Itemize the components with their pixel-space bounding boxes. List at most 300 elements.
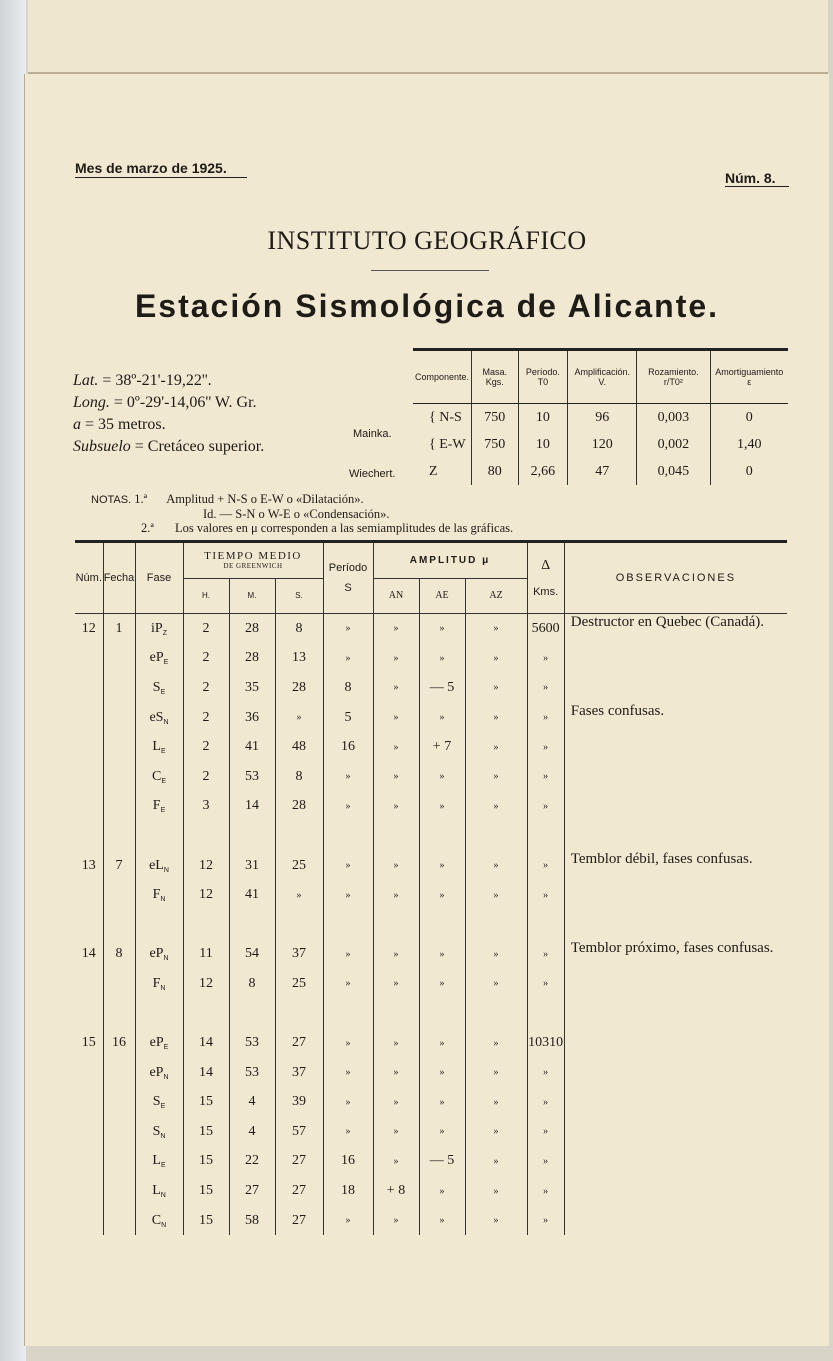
time-second: 39 bbox=[275, 1088, 323, 1118]
time-hour: 2 bbox=[183, 614, 229, 644]
phase-cell bbox=[135, 1147, 183, 1177]
instrument-cell: 47 bbox=[568, 458, 637, 485]
amp-z: » bbox=[465, 1147, 527, 1177]
phase-label: S bbox=[152, 679, 161, 695]
col-tiempo bbox=[183, 542, 323, 579]
spacer-cell bbox=[465, 821, 527, 851]
time-second: 25 bbox=[275, 969, 323, 999]
greenwich-label: DE GREENWICH bbox=[223, 562, 283, 571]
instrument-cell: { E-W bbox=[429, 436, 466, 452]
table-row bbox=[75, 969, 787, 999]
amp-e: » bbox=[419, 1088, 465, 1118]
time-minute: 31 bbox=[229, 851, 275, 881]
spacer-cell bbox=[229, 910, 275, 940]
time-hour: 2 bbox=[183, 703, 229, 733]
time-second: 48 bbox=[275, 732, 323, 762]
instrument-row bbox=[413, 458, 788, 485]
time-minute: 14 bbox=[229, 792, 275, 822]
event-number bbox=[75, 969, 103, 999]
amp-n: » bbox=[373, 1058, 419, 1088]
time-second: » bbox=[275, 880, 323, 910]
time-minute: 22 bbox=[229, 1147, 275, 1177]
time-second: 37 bbox=[275, 1058, 323, 1088]
time-hour: 15 bbox=[183, 1206, 229, 1236]
phase-label: eP bbox=[149, 1035, 164, 1051]
table-row bbox=[75, 762, 787, 792]
note-1b: Id. — S-N o W-E o «Condensación». bbox=[203, 507, 390, 521]
event-date bbox=[103, 1117, 135, 1147]
event-date bbox=[103, 1147, 135, 1177]
phase-subscript: N bbox=[161, 1221, 167, 1229]
event-date bbox=[103, 1058, 135, 1088]
observation-cell bbox=[564, 1028, 787, 1058]
table-row bbox=[75, 851, 787, 881]
time-minute: 41 bbox=[229, 732, 275, 762]
instrument-cell: 120 bbox=[568, 431, 637, 458]
amp-e: » bbox=[419, 1206, 465, 1236]
amp-e: » bbox=[419, 762, 465, 792]
amp-z: » bbox=[465, 940, 527, 970]
phase-cell bbox=[135, 1117, 183, 1147]
amp-e: » bbox=[419, 940, 465, 970]
inst-header: Masa. Kgs. bbox=[472, 350, 519, 404]
distance: » bbox=[527, 1117, 564, 1147]
time-hour: 12 bbox=[183, 880, 229, 910]
phase-cell bbox=[135, 969, 183, 999]
time-minute: 28 bbox=[229, 614, 275, 644]
phase-subscript: E bbox=[160, 688, 166, 696]
spacer-cell bbox=[183, 999, 229, 1029]
time-second: 27 bbox=[275, 1147, 323, 1177]
distance: » bbox=[527, 1206, 564, 1236]
instrument-cell: 0 bbox=[710, 458, 788, 485]
period: 5 bbox=[323, 703, 373, 733]
col-an: AN bbox=[373, 578, 419, 614]
periodo-label: Período bbox=[328, 562, 368, 574]
amp-e: » bbox=[419, 1117, 465, 1147]
event-date bbox=[103, 1206, 135, 1236]
observation-cell bbox=[564, 673, 787, 703]
event-date bbox=[103, 644, 135, 674]
previous-page-edge bbox=[28, 0, 828, 74]
event-number bbox=[75, 1117, 103, 1147]
phase-cell bbox=[135, 1088, 183, 1118]
time-minute: 4 bbox=[229, 1117, 275, 1147]
event-number bbox=[75, 644, 103, 674]
note-1a: Amplitud + N-S o E-W o «Dilatación». bbox=[166, 492, 364, 506]
phase-label: C bbox=[151, 1212, 162, 1228]
event-number: 14 bbox=[81, 946, 96, 962]
col-fecha: Fecha bbox=[103, 542, 135, 614]
event-number bbox=[75, 673, 103, 703]
phase-label: S bbox=[152, 1094, 161, 1110]
spacer-cell bbox=[229, 999, 275, 1029]
table-row bbox=[75, 732, 787, 762]
amp-z: » bbox=[465, 969, 527, 999]
time-hour: 3 bbox=[183, 792, 229, 822]
amp-e: » bbox=[419, 1058, 465, 1088]
time-minute: 4 bbox=[229, 1088, 275, 1118]
event-number bbox=[75, 1176, 103, 1206]
time-minute: 41 bbox=[229, 880, 275, 910]
amp-z: » bbox=[465, 673, 527, 703]
distance: » bbox=[527, 1088, 564, 1118]
spacer-cell bbox=[183, 821, 229, 851]
amp-n: » bbox=[373, 1147, 419, 1177]
phase-label: C bbox=[151, 768, 162, 784]
phase-cell bbox=[135, 880, 183, 910]
note-2: Los valores en μ corresponden a las semiamplitudes de las gráficas. bbox=[174, 521, 514, 535]
period: 16 bbox=[323, 732, 373, 762]
amp-z: » bbox=[465, 792, 527, 822]
phase-cell bbox=[135, 762, 183, 792]
spacer-cell bbox=[419, 910, 465, 940]
periodo-unit: S bbox=[344, 582, 352, 594]
instrument-cell: Z bbox=[429, 463, 438, 479]
station-title: Estación Sismológica de Alicante. bbox=[134, 288, 720, 324]
amp-n: » bbox=[373, 880, 419, 910]
table-row bbox=[75, 614, 787, 644]
spacer-row bbox=[75, 821, 787, 851]
spacer-cell bbox=[135, 910, 183, 940]
col-delta bbox=[527, 542, 564, 614]
amp-z: » bbox=[465, 762, 527, 792]
amp-e: + 7 bbox=[419, 732, 465, 762]
observation-cell bbox=[564, 1088, 787, 1118]
phase-cell bbox=[135, 1176, 183, 1206]
amp-n: » bbox=[373, 1117, 419, 1147]
event-date bbox=[103, 703, 135, 733]
spacer-cell bbox=[465, 910, 527, 940]
phase-subscript: E bbox=[160, 807, 166, 815]
inst-header: Amortiguamiento ε bbox=[710, 350, 788, 404]
event-date: 8 bbox=[103, 940, 135, 970]
spacer-cell bbox=[373, 910, 419, 940]
amp-z: » bbox=[465, 644, 527, 674]
table-row bbox=[75, 1058, 787, 1088]
amp-n: » bbox=[373, 762, 419, 792]
time-hour: 15 bbox=[183, 1117, 229, 1147]
spacer-cell bbox=[527, 999, 564, 1029]
table-row bbox=[75, 1028, 787, 1058]
phase-subscript: N bbox=[160, 1132, 166, 1140]
distance: » bbox=[527, 969, 564, 999]
amp-e: » bbox=[419, 1176, 465, 1206]
event-number bbox=[75, 762, 103, 792]
distance: 10310 bbox=[527, 1028, 564, 1058]
time-hour: 2 bbox=[183, 673, 229, 703]
phase-label: L bbox=[152, 1183, 161, 1199]
amp-z: » bbox=[465, 851, 527, 881]
table-row bbox=[75, 644, 787, 674]
phase-label: eP bbox=[149, 946, 164, 962]
phase-subscript: E bbox=[160, 1103, 166, 1111]
period: » bbox=[323, 880, 373, 910]
spacer-cell bbox=[135, 821, 183, 851]
phase-label: F bbox=[152, 798, 161, 814]
spacer-cell bbox=[323, 910, 373, 940]
phase-label: F bbox=[152, 975, 161, 991]
table-row bbox=[75, 880, 787, 910]
time-hour: 12 bbox=[183, 851, 229, 881]
distance: 5600 bbox=[527, 614, 564, 644]
phase-subscript: N bbox=[163, 718, 169, 726]
phase-cell bbox=[135, 732, 183, 762]
spacer-cell bbox=[103, 821, 135, 851]
col-ae: AE bbox=[419, 578, 465, 614]
spacer-cell bbox=[419, 821, 465, 851]
phase-cell bbox=[135, 851, 183, 881]
instrument-cell: 80 bbox=[472, 458, 519, 485]
period: » bbox=[323, 762, 373, 792]
phase-cell bbox=[135, 673, 183, 703]
time-second: 25 bbox=[275, 851, 323, 881]
phase-cell bbox=[135, 644, 183, 674]
amp-n: + 8 bbox=[373, 1176, 419, 1206]
distance: » bbox=[527, 762, 564, 792]
distance: » bbox=[527, 880, 564, 910]
event-number: 13 bbox=[81, 857, 96, 873]
seismic-records-table bbox=[75, 540, 787, 1235]
col-amplitud: AMPLITUD μ bbox=[373, 542, 527, 579]
table-row bbox=[75, 940, 787, 970]
time-hour: 15 bbox=[183, 1088, 229, 1118]
period: » bbox=[323, 969, 373, 999]
phase-cell bbox=[135, 703, 183, 733]
time-minute: 54 bbox=[229, 940, 275, 970]
period: 16 bbox=[323, 1147, 373, 1177]
time-second: » bbox=[275, 703, 323, 733]
phase-subscript: N bbox=[163, 866, 169, 874]
phase-subscript: E bbox=[161, 777, 166, 785]
period: » bbox=[323, 1088, 373, 1118]
phase-subscript: E bbox=[163, 1044, 169, 1052]
phase-subscript: E bbox=[160, 1162, 166, 1170]
spacer-cell bbox=[229, 821, 275, 851]
spacer-cell bbox=[135, 999, 183, 1029]
event-date bbox=[103, 880, 135, 910]
time-minute: 8 bbox=[229, 969, 275, 999]
event-date: 1 bbox=[103, 614, 135, 644]
observation-cell bbox=[564, 880, 787, 910]
observation-cell bbox=[564, 1117, 787, 1147]
book-spine bbox=[0, 0, 26, 1361]
spacer-cell bbox=[527, 821, 564, 851]
spacer-cell bbox=[373, 821, 419, 851]
observation-cell bbox=[564, 1206, 787, 1236]
amp-z: » bbox=[465, 1117, 527, 1147]
instrument-cell: 0 bbox=[710, 404, 788, 432]
col-observaciones: OBSERVACIONES bbox=[564, 542, 787, 614]
instrument-row bbox=[413, 431, 788, 458]
delta-label: Δ bbox=[541, 558, 551, 573]
distance: » bbox=[527, 644, 564, 674]
observation-cell: Destructor en Quebec (Canadá). bbox=[564, 614, 787, 644]
phase-label: L bbox=[152, 739, 161, 755]
period: » bbox=[323, 851, 373, 881]
period: » bbox=[323, 1117, 373, 1147]
distance: » bbox=[527, 792, 564, 822]
time-hour: 14 bbox=[183, 1028, 229, 1058]
phase-cell bbox=[135, 1058, 183, 1088]
event-number bbox=[75, 1058, 103, 1088]
instrument-cell: 10 bbox=[518, 404, 568, 432]
phase-subscript: E bbox=[160, 748, 166, 756]
inst-header: Período. T0 bbox=[518, 350, 568, 404]
time-second: 57 bbox=[275, 1117, 323, 1147]
spacer-cell bbox=[323, 821, 373, 851]
phase-subscript: N bbox=[160, 896, 166, 904]
time-second: 8 bbox=[275, 614, 323, 644]
amp-e: » bbox=[419, 1028, 465, 1058]
notes-label: NOTAS. bbox=[91, 494, 132, 506]
time-second: 27 bbox=[275, 1176, 323, 1206]
event-date: 7 bbox=[103, 851, 135, 881]
amp-n: » bbox=[373, 1206, 419, 1236]
time-hour: 14 bbox=[183, 1058, 229, 1088]
observation-cell bbox=[564, 792, 787, 822]
amp-e: » bbox=[419, 792, 465, 822]
event-number bbox=[75, 1206, 103, 1236]
spacer-cell bbox=[275, 999, 323, 1029]
amp-e: » bbox=[419, 644, 465, 674]
distance: » bbox=[527, 703, 564, 733]
amp-z: » bbox=[465, 703, 527, 733]
period: » bbox=[323, 1058, 373, 1088]
event-date bbox=[103, 969, 135, 999]
observation-cell: Fases confusas. bbox=[564, 703, 787, 733]
period: 8 bbox=[323, 673, 373, 703]
time-hour: 12 bbox=[183, 969, 229, 999]
phase-label: S bbox=[152, 1123, 161, 1139]
instrument-cell: 0,003 bbox=[637, 404, 710, 432]
col-fase: Fase bbox=[135, 542, 183, 614]
phase-cell bbox=[135, 1206, 183, 1236]
table-row bbox=[75, 1147, 787, 1177]
spacer-cell bbox=[103, 910, 135, 940]
distance: » bbox=[527, 1176, 564, 1206]
distance: » bbox=[527, 851, 564, 881]
period: » bbox=[323, 644, 373, 674]
time-hour: 2 bbox=[183, 732, 229, 762]
instrument-cell: 0,002 bbox=[637, 431, 710, 458]
period: 18 bbox=[323, 1176, 373, 1206]
spacer-row bbox=[75, 999, 787, 1029]
period: » bbox=[323, 940, 373, 970]
inst-header: Componente. bbox=[413, 350, 472, 404]
period: » bbox=[323, 614, 373, 644]
table-row bbox=[75, 703, 787, 733]
amp-n: » bbox=[373, 969, 419, 999]
amp-n: » bbox=[373, 792, 419, 822]
event-date: 16 bbox=[103, 1028, 135, 1058]
amp-z: » bbox=[465, 1088, 527, 1118]
amp-n: » bbox=[373, 614, 419, 644]
event-number bbox=[75, 880, 103, 910]
amp-n: » bbox=[373, 940, 419, 970]
time-hour: 15 bbox=[183, 1176, 229, 1206]
spacer-cell bbox=[527, 910, 564, 940]
instrument-cell: 96 bbox=[568, 404, 637, 432]
note-1-label: 1.ª bbox=[134, 492, 148, 506]
month-header: Mes de marzo de 1925. bbox=[75, 160, 247, 178]
document-page bbox=[24, 74, 829, 1346]
spacer-cell bbox=[275, 910, 323, 940]
col-m: M. bbox=[229, 578, 275, 614]
table-row bbox=[75, 1088, 787, 1118]
spacer-cell bbox=[373, 999, 419, 1029]
spacer-cell bbox=[75, 910, 103, 940]
instrument-cell: 750 bbox=[472, 404, 519, 432]
time-minute: 58 bbox=[229, 1206, 275, 1236]
spacer-cell bbox=[465, 999, 527, 1029]
time-second: 37 bbox=[275, 940, 323, 970]
distance: » bbox=[527, 1058, 564, 1088]
phase-cell bbox=[135, 792, 183, 822]
event-number bbox=[75, 1088, 103, 1118]
event-number: 15 bbox=[81, 1035, 96, 1051]
spacer-cell bbox=[419, 999, 465, 1029]
observation-cell bbox=[564, 1058, 787, 1088]
col-s: S. bbox=[275, 578, 323, 614]
phase-subscript: N bbox=[160, 984, 166, 992]
time-minute: 53 bbox=[229, 1058, 275, 1088]
time-hour: 2 bbox=[183, 644, 229, 674]
amp-z: » bbox=[465, 880, 527, 910]
table-row bbox=[75, 1206, 787, 1236]
event-number bbox=[75, 1147, 103, 1177]
event-number bbox=[75, 732, 103, 762]
observation-cell: Temblor débil, fases confusas. bbox=[564, 851, 787, 881]
amp-z: » bbox=[465, 1176, 527, 1206]
time-minute: 27 bbox=[229, 1176, 275, 1206]
spacer-cell bbox=[103, 999, 135, 1029]
amp-z: » bbox=[465, 732, 527, 762]
amp-e: » bbox=[419, 880, 465, 910]
instrument-table bbox=[413, 348, 788, 485]
time-second: 8 bbox=[275, 762, 323, 792]
col-num: Núm. bbox=[75, 542, 103, 614]
phase-label: eL bbox=[149, 857, 164, 873]
amp-z: » bbox=[465, 1206, 527, 1236]
time-minute: 28 bbox=[229, 644, 275, 674]
col-periodo bbox=[323, 542, 373, 614]
instrument-cell: 0,045 bbox=[637, 458, 710, 485]
observation-cell bbox=[564, 1176, 787, 1206]
amp-z: » bbox=[465, 1058, 527, 1088]
table-row bbox=[75, 673, 787, 703]
period: » bbox=[323, 1028, 373, 1058]
tiempo-label: TIEMPO MEDIO bbox=[204, 550, 302, 563]
spacer-cell bbox=[275, 821, 323, 851]
phase-label: eP bbox=[149, 1064, 164, 1080]
amp-n: » bbox=[373, 673, 419, 703]
notes bbox=[91, 492, 513, 535]
phase-label: iP bbox=[151, 620, 163, 636]
time-hour: 15 bbox=[183, 1147, 229, 1177]
distance: » bbox=[527, 732, 564, 762]
spacer-cell bbox=[564, 999, 787, 1029]
phase-cell bbox=[135, 940, 183, 970]
instrument-cell: 10 bbox=[518, 431, 568, 458]
phase-label: eS bbox=[149, 709, 164, 725]
table-row bbox=[75, 1176, 787, 1206]
col-h: H. bbox=[183, 578, 229, 614]
distance: » bbox=[527, 1147, 564, 1177]
amp-e: » bbox=[419, 969, 465, 999]
spacer-cell bbox=[183, 910, 229, 940]
amp-n: » bbox=[373, 1088, 419, 1118]
